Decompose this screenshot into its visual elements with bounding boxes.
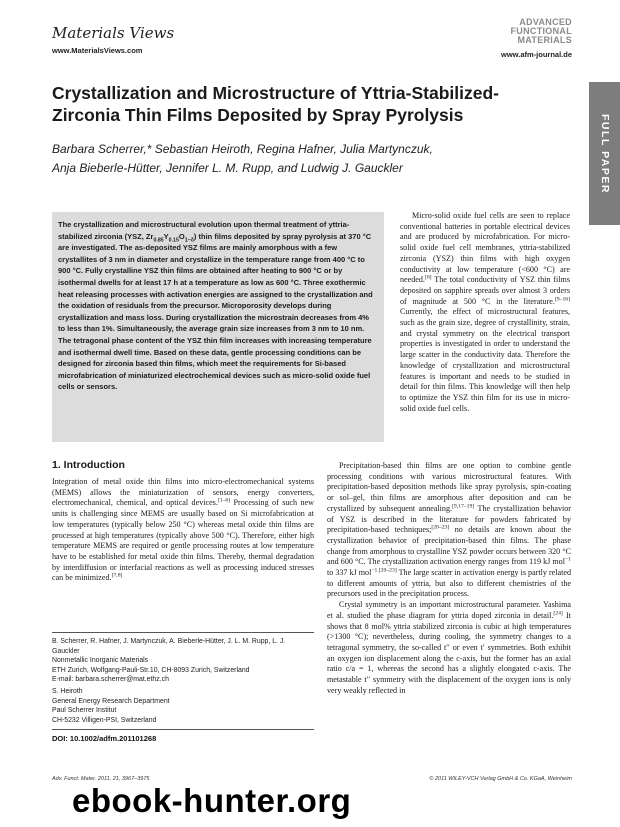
author-list <box>52 140 552 178</box>
affil-authors-1: B. Scherrer, R. Hafner, J. Martynczuk, A. Bieberle-Hütter, J. L. M. Rupp, L. J. Gauckler <box>52 638 286 655</box>
afm-wordmark-line1: ADVANCED <box>519 17 572 27</box>
watermark: ebook-hunter.org <box>72 782 352 819</box>
materials-views-wordmark: Materials Views <box>52 24 175 42</box>
side-tab-label: FULL PAPER <box>598 113 611 194</box>
affil-authors-2: S. Heiroth <box>52 687 83 695</box>
right-column-bottom-text <box>327 461 571 696</box>
affiliations <box>52 637 314 727</box>
introduction-heading: 1. Introduction <box>52 459 125 471</box>
abstract-text: The crystallization and microstructural evolution upon thermal treatment of yttria-stabilized zirconia (YSZ, $Zr_{0.85}Y_{0.15}O_{1-\delta}$) thin films deposited by spray pyrolysis at 370 °C are investigated. The as-deposited YSZ films are mainly amorphous with a few crystallites of 3 nm in diameter and crystallize in the temperature range from 400 °C to 900 °C. Fully crystalline YSZ thin films are obtained after heating to 900 °C or by isothermal dwells for at least 17 h at a temperature as low as 600 °C. Three exothermic heat releasing processes with activation energies are assigned to the crystallization and the oxidation of residuals from the precursor. Microporosity develops during crystallization and mass loss. During crystallization the microstrain decreases from 4% to less than 1%. Simultaneously, the average grain size increases from 3 nm to 10 nm. The tetragonal phase content of the YSZ thin film increases with increasing temperature and isothermal dwell time. Based on these data, gentle processing conditions can be designed for zirconia based thin films, which meet the requirements for Si-based microfabrication of miniaturized electrochemical devices such as micro-solid oxide fuel cells or sensors. <box>58 220 373 392</box>
afm-wordmark-line2: FUNCTIONAL <box>510 26 572 36</box>
footer-citation: Adv. Funct. Mater. 2011, 21, 3967–3975 <box>52 776 150 782</box>
affil-dept-1: Nonmetallic Inorganic Materials <box>52 657 149 665</box>
afm-journal-url[interactable]: www.afm-journal.de <box>501 50 572 59</box>
doi-divider <box>52 729 314 730</box>
materials-views-url[interactable]: www.MaterialsViews.com <box>52 46 143 55</box>
abstract-box <box>52 212 384 442</box>
precipitation-paragraph: Precipitation-based thin films are one option to combine gentle processing conditions with various microstructural features. With precipitation-based deposition methods like spray pyrolysis, spin-coating or sol–gel, thin films are amorphous after deposition and can be crystallized by subsequent annealing.[9,17–19] The crystallization behavior of YSZ is described in the literature for powders fabricated by precipitation-based techniques;[20–23] no details are known about the crystallization behavior of precipitation-based thin films. The phase change from amorphous to crystalline YSZ powder occurs between 320 °C and 600 °C. The crystallization activation energy ranges from 119 kJ mol$^{-1}$ to 337 kJ mol$^{-1.[20-23]}$ The large scatter in activation energy is partly related to different amounts of yttria, but also to different chemistries of the precursors used in the precipitation process. <box>327 461 571 599</box>
author-line-2: Anja Bieberle-Hütter, Jennifer L. M. Rupp, and Ludwig J. Gauckler <box>52 161 403 175</box>
affiliation-divider <box>52 632 314 633</box>
full-paper-side-tab <box>589 82 620 225</box>
crystal-symmetry-paragraph: Crystal symmetry is an important microstructural parameter. Yashima et al. studied the phase diagram for yttria doped zirconia in detail.[24] It shows that 8 mol% yttria stabilized zirconia is cubic at high temperatures (>1300 °C); nevertheless, during cooling, the symmetry changes to a tetragonal symmetry, the so-called t′′ or even t′ symmetries. Both exhibit an oxygen ion displacement along the c-axis, but the former has an axial ratio c/a = 1, whereas the second has a slightly elongated c-axis. The metastable t′′ symmetry with the displacement of the oxygen ions is only very weakly reflected in <box>327 600 571 695</box>
affil-address-2: CH-5232 Villigen-PSI, Switzerland <box>52 716 157 724</box>
paper-title: Crystallization and Microstructure of Yttria-Stabilized-Zirconia Thin Films Deposited by Spray Pyrolysis <box>52 83 499 125</box>
materials-views-logo <box>52 26 174 55</box>
author-line-1: Barbara Scherrer,* Sebastian Heiroth, Regina Hafner, Julia Martynczuk, <box>52 142 433 156</box>
afm-wordmark-line3: MATERIALS <box>517 35 572 45</box>
footer-copyright: © 2011 WILEY-VCH Verlag GmbH & Co. KGaA, Weinheim <box>429 776 572 782</box>
affil-institute-2: Paul Scherrer Institut <box>52 707 117 715</box>
doi-link[interactable]: DOI: 10.1002/adfm.201101268 <box>52 734 157 743</box>
affil-email[interactable]: E-mail: barbara.scherrer@mat.ethz.ch <box>52 676 169 684</box>
affil-address-1: ETH Zurich, Wolfgang-Pauli-Str.10, CH-8093 Zurich, Switzerland <box>52 666 250 674</box>
afm-logo <box>501 18 572 59</box>
introduction-text: Integration of metal oxide thin films into micro-electromechanical systems (MEMS) allows the miniaturization of sensors, energy converters, electromechanical, chemical, and optical devices.[1–6] Processing of such new units is challenging since MEMS are usually based on Si microfabrication at low temperatures (typically below 250 °C) whereas metal oxide thin films are processed at high temperatures (typically above 500 °C). Therefore, either high temperature MEMS are required or gentle processing routes at low temperature have to be established for metal oxide thin films. Thereby, thermal degradation by interdiffusion or interfacial reactions as well as processing induced stresses can be minimized.[7,8] <box>52 477 314 583</box>
affil-dept-2: General Energy Research Department <box>52 697 170 705</box>
right-column-top-text: Micro-solid oxide fuel cells are seen to replace conventional batteries in portable electrical devices and are produced by microfabrication. For micro-solid oxide fuel cell membranes, yttria-stabilized zirconia (YSZ) thin films with high oxygen conductivity at low temperature (<600 °C) are needed.[6] The total conductivity of YSZ thin films deposited on sapphire spreads over almost 3 orders of magnitude at 500 °C in the literature.[9–16] Currently, the effect of microstructural features, such as the grain size, degree of crystallinity, strain, and crystal symmetry on the electrical transport properties is investigated in order to understand the large scatter in the conductivity data. Therefore the knowledge of crystallization and microstructural features is important and needs to be studied in detail for thin films. This knowledge will then help to optimize the YSZ thin film for its use in micro-solid oxide fuel cells. <box>400 211 570 413</box>
